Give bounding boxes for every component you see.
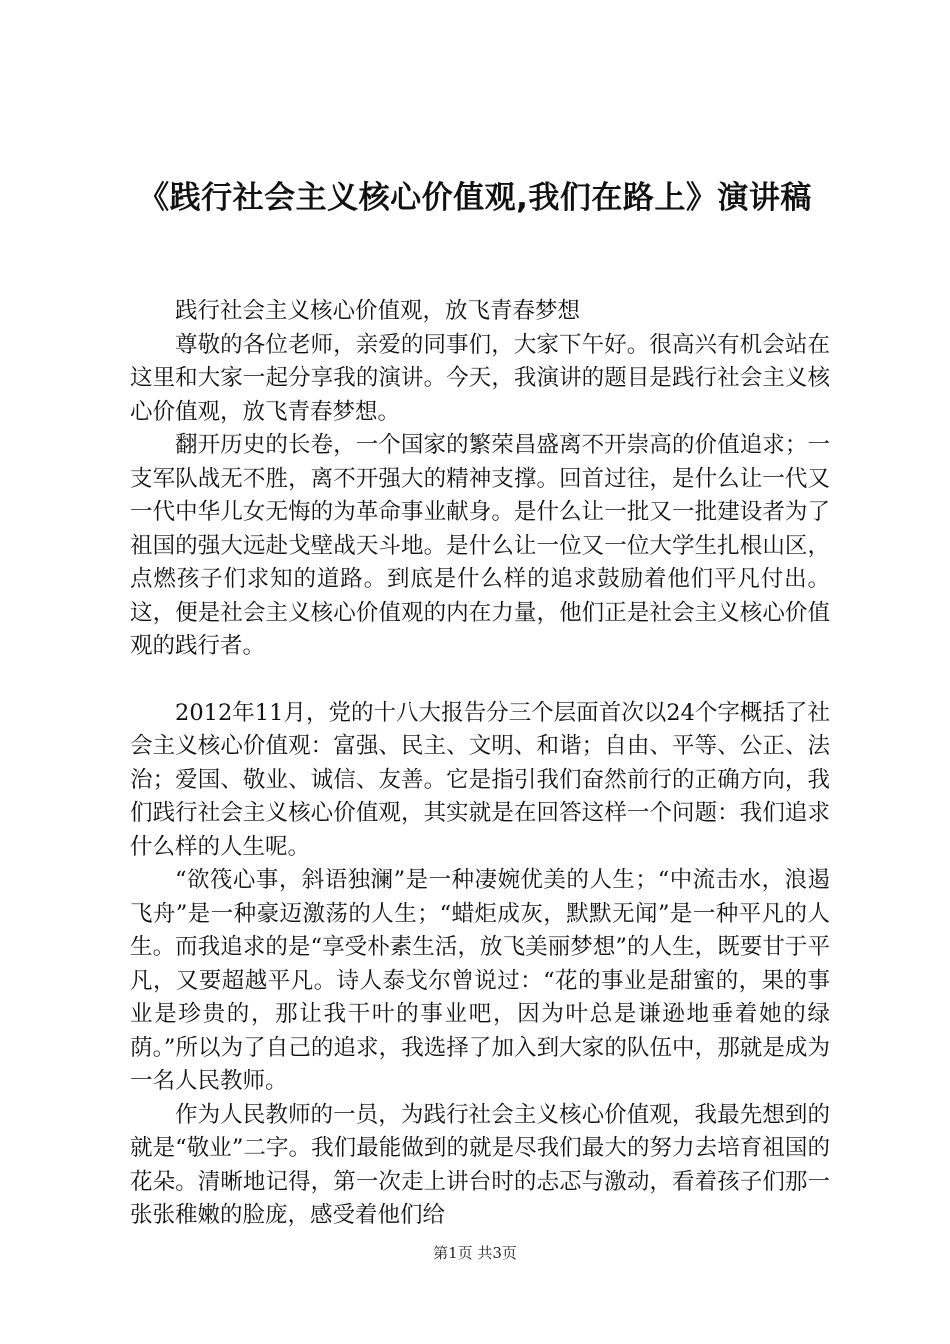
page-number-footer: 第1页 共3页: [433, 1244, 517, 1262]
paragraph-life-pursuit: “欲筏心事，斜语独澜”是一种凄婉优美的人生；“中流击水，浪遏飞舟”是一种豪迈激荡的人生；“蜡炬成灰，默默无闻”是一种平凡的人生。而我追求的是“享受朴素生活，放飞美丽梦想”的人生，既要甘于平凡，又要超越平凡。诗人泰戈尔曾说过：“花的事业是甜蜜的，果的事业是珍贵的，那让我干叶的事业吧，因为叶总是谦逊地垂着她的绿荫。”所以为了自己的追求，我选择了加入到大家的队伍中，那就是成为一名人民教师。: [130, 867, 830, 1094]
paragraph-core-values: 2012年11月，党的十八大报告分三个层面首次以24个字概括了社会主义核心价值观：富强、民主、文明、和谐；自由、平等、公正、法治；爱国、敬业、诚信、友善。它是指引我们奋然前行的正确方向，我们践行社会主义核心价值观，其实就是在回答这样一个问题：我们追求什么样的人生呢。: [130, 699, 830, 860]
paragraph-greeting: 尊敬的各位老师，亲爱的同事们，大家下午好。很高兴有机会站在这里和大家一起分享我的演讲。今天，我演讲的题目是践行社会主义核心价值观，放飞青春梦想。: [130, 331, 830, 425]
paragraph-teacher: 作为人民教师的一员，为践行社会主义核心价值观，我最先想到的就是“敬业”二字。我们最能做到的就是尽我们最大的努力去培育祖国的花朵。清晰地记得，第一次走上讲台时的忐忑与激动，看着孩子们那一张张稚嫩的脸庞，感受着他们给: [130, 1101, 830, 1228]
paragraph-history: 翻开历史的长卷，一个国家的繁荣昌盛离不开崇高的价值追求；一支军队战无不胜，离不开强大的精神支撑。回首过往，是什么让一代又一代中华儿女无悔的为革命事业献身。是什么让一批又一批建设者为了祖国的强大远赴戈壁战天斗地。是什么让一位又一位大学生扎根山区，点燃孩子们求知的道路。到底是什么样的追求鼓励着他们平凡付出。这，便是社会主义核心价值观的内在力量，他们正是社会主义核心价值观的践行者。: [130, 432, 830, 659]
document-body: [130, 295, 830, 1233]
paragraph-subtitle: 践行社会主义核心价值观，放飞青春梦想: [175, 298, 581, 324]
document-title: 《践行社会主义核心价值观,我们在路上》演讲稿: [138, 180, 812, 216]
